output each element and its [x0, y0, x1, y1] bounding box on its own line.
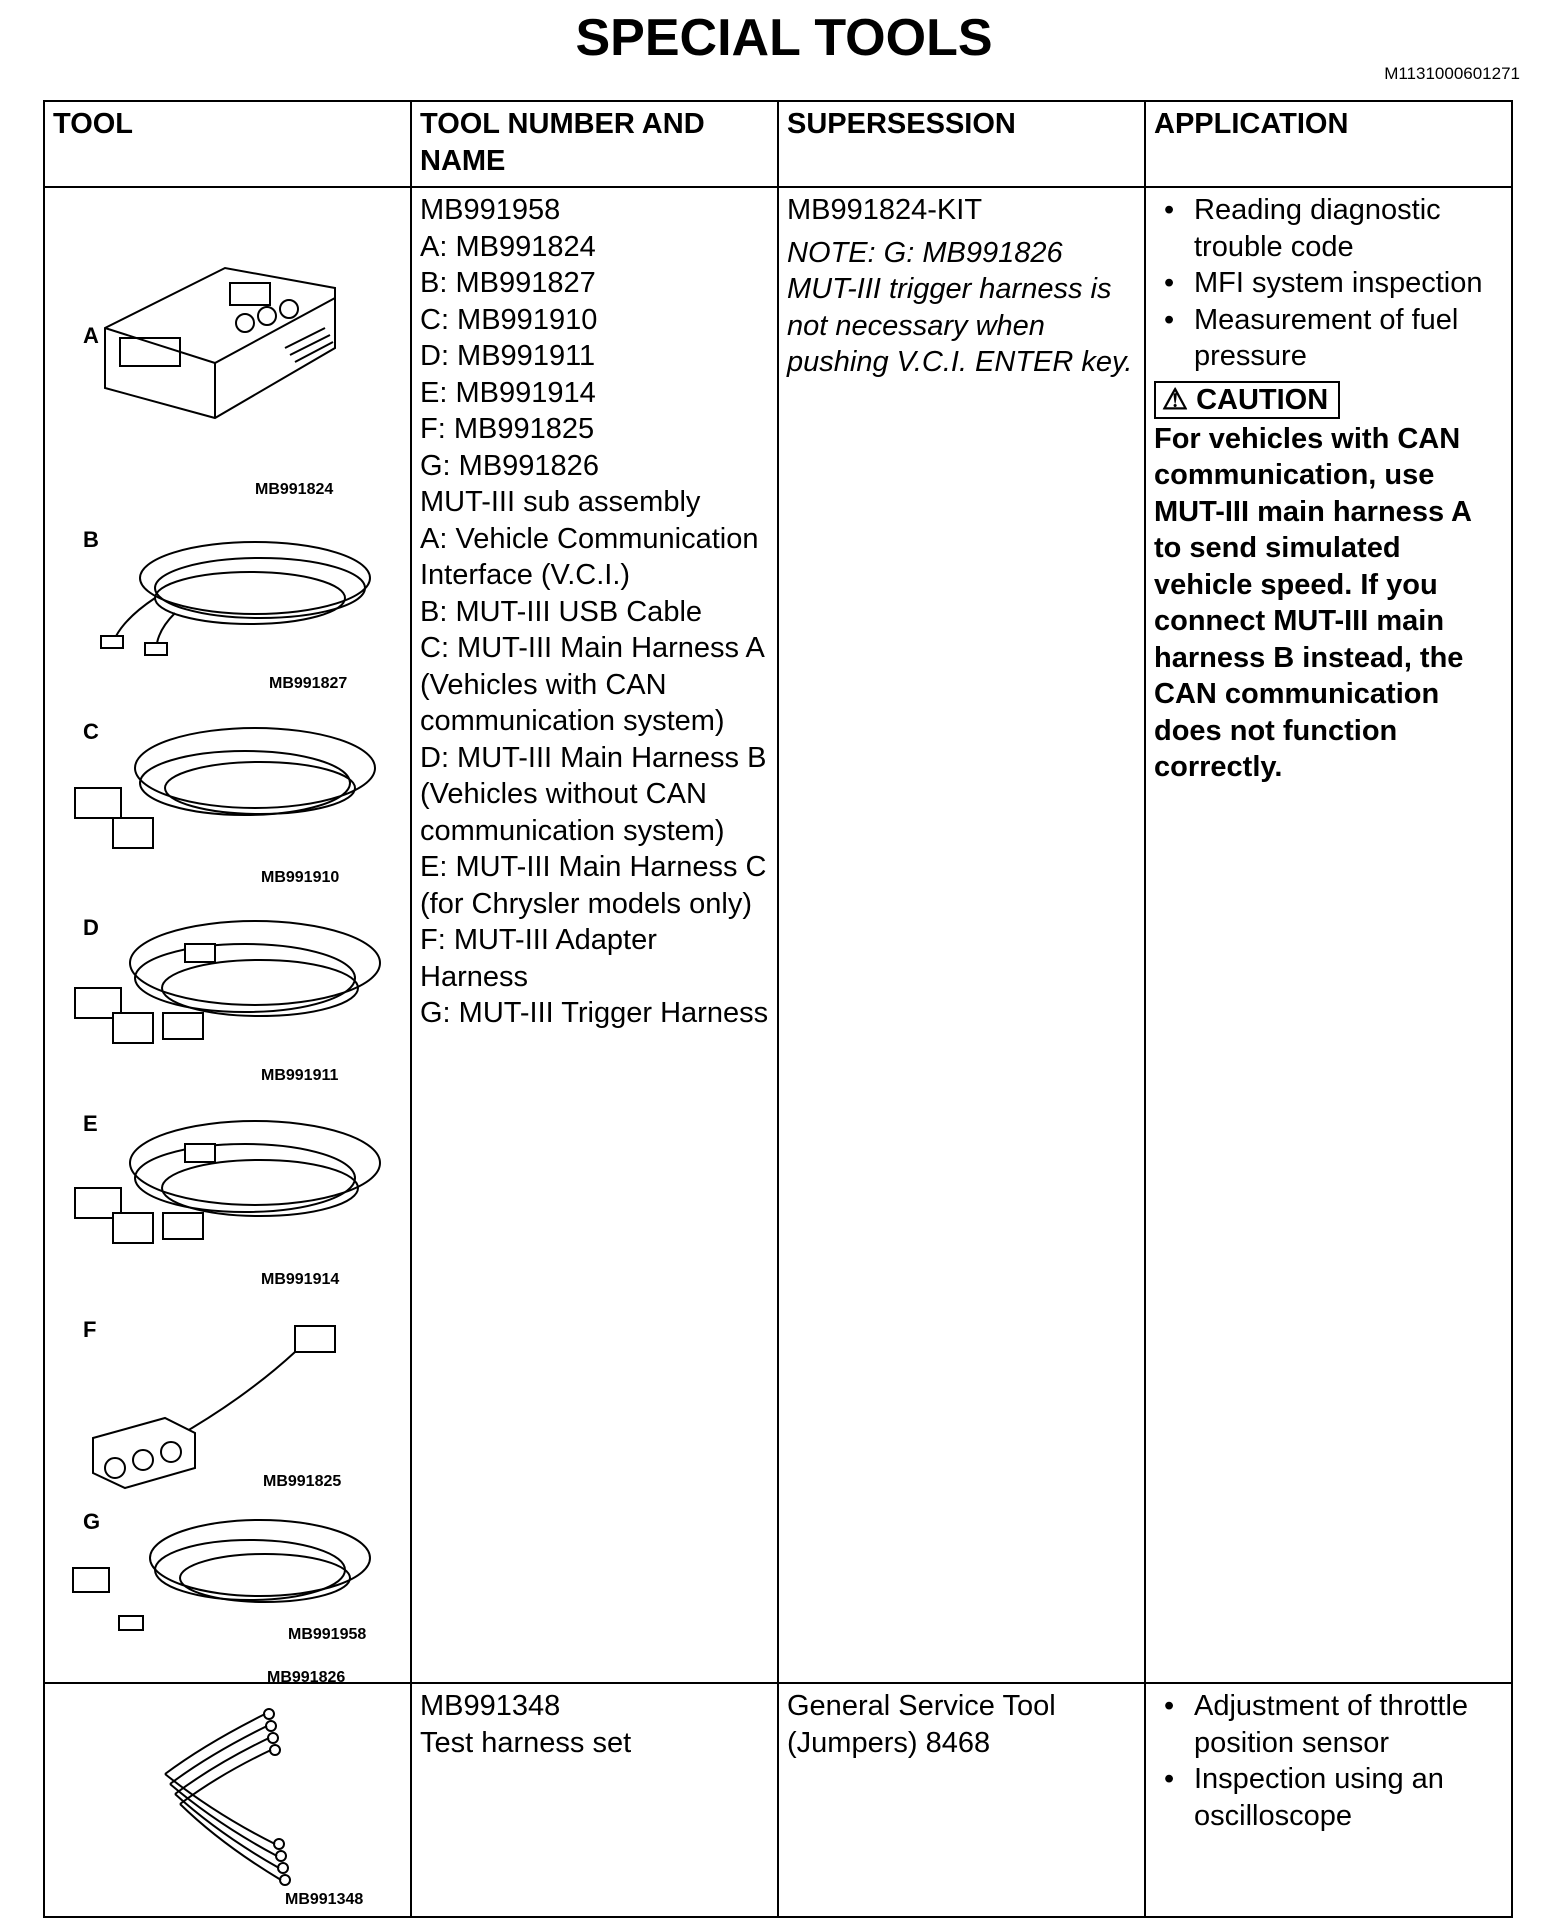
figure-letter: E: [83, 1111, 98, 1136]
tool-number-cell: [411, 187, 778, 1683]
application-item: • Reading diagnostic trouble code: [1194, 192, 1503, 265]
figure-code: MB991910: [261, 869, 340, 886]
tool-number-line: MB991958: [420, 194, 561, 226]
tool-illustrations: [45, 188, 409, 1682]
supersession-line: (Jumpers) 8468: [787, 1726, 991, 1759]
tool-figure-cell: [44, 1683, 411, 1917]
set-code-label: MB991958: [288, 1626, 367, 1643]
main-harness-icon: [75, 728, 375, 848]
test-harness-icon: [45, 1684, 409, 1914]
figure-letter: F: [83, 1317, 97, 1342]
warning-triangle-icon: ⚠: [1162, 383, 1188, 416]
application-item: • MFI system inspection: [1194, 265, 1503, 302]
figure-code: MB991348: [285, 1891, 364, 1908]
application-cell: [1145, 187, 1512, 1683]
application-list: [1154, 1688, 1503, 1834]
tool-name-line: A: Vehicle Communication Interface (V.C.I.): [420, 522, 759, 591]
document-id: M1131000601271: [1384, 64, 1520, 83]
application-list: [1154, 192, 1503, 375]
tool-number-line: A: MB991824: [420, 230, 596, 263]
trigger-harness-icon: [73, 1520, 370, 1630]
application-item: • Adjustment of throttle position sensor: [1194, 1688, 1503, 1761]
main-harness-icon: [75, 1121, 380, 1243]
page-title: SPECIAL TOOLS: [575, 9, 993, 67]
tool-number-line: D: MB991911: [420, 340, 596, 372]
figure-code: MB991825: [263, 1473, 342, 1490]
tool-name-line: MUT-III sub assembly: [420, 486, 701, 518]
header-tool-number: TOOL NUMBER AND NAME: [411, 101, 778, 187]
tool-figure-cell: [44, 187, 411, 1686]
header-supersession: SUPERSESSION: [778, 101, 1145, 187]
application-item: • Measurement of fuel pressure: [1194, 302, 1503, 375]
tool-number-line: B: MB991827: [420, 267, 596, 299]
figure-code: MB991911: [261, 1067, 339, 1084]
special-tools-table: [43, 100, 1513, 1918]
tool-name-line: G: MUT-III Trigger Harness: [420, 997, 769, 1029]
figure-code: MB991827: [269, 675, 348, 692]
tool-number-line: E: MB991914: [420, 376, 596, 409]
tool-number-line: G: MB991826: [420, 449, 599, 482]
table-header-row: [44, 101, 1512, 187]
main-harness-icon: [75, 921, 380, 1043]
tool-number-cell: [411, 1683, 778, 1917]
tool-name-line: B: MUT-III USB Cable: [420, 595, 703, 628]
table-row: [44, 1683, 1512, 1917]
header-application: APPLICATION: [1145, 101, 1512, 187]
table-row: [44, 187, 1512, 1683]
figure-code: MB991824: [255, 481, 334, 498]
figure-code: MB991826: [267, 1669, 346, 1686]
supersession-line: General Service Tool: [787, 1690, 1056, 1722]
figure-letter: G: [83, 1509, 101, 1534]
figure-letter: A: [83, 323, 99, 348]
tool-number-line: C: MB991910: [420, 303, 598, 336]
figure-code: MB991914: [261, 1271, 340, 1288]
vci-unit-icon: [105, 268, 335, 418]
tool-name-line: D: MUT-III Main Harness B (Vehicles without CAN communication system): [420, 741, 767, 847]
supersession-note: NOTE: G: MB991826 MUT-III trigger harness is not necessary when pushing V.C.I. ENTER key.: [787, 236, 1133, 378]
supersession-cell: [778, 1683, 1145, 1917]
application-cell: [1145, 1683, 1512, 1917]
supersession-cell: [778, 187, 1145, 1683]
tool-number-line: F: MB991825: [420, 413, 595, 445]
figure-letter: C: [83, 719, 99, 744]
tool-number-line: MB991348: [420, 1690, 561, 1722]
figure-letter: B: [83, 527, 99, 552]
application-item: • Inspection using an oscilloscope: [1194, 1761, 1503, 1834]
tool-name-line: F: MUT-III Adapter Harness: [420, 924, 657, 993]
header-tool: TOOL: [44, 101, 411, 187]
supersession-value: MB991824-KIT: [787, 194, 983, 226]
tool-name-line: E: MUT-III Main Harness C (for Chrysler models only): [420, 851, 767, 920]
tool-name-line: Test harness set: [420, 1726, 632, 1759]
caution-label-text: CAUTION: [1196, 383, 1329, 416]
caution-label: [1154, 381, 1340, 419]
figure-letter: D: [83, 915, 99, 940]
usb-cable-icon: [101, 542, 370, 655]
tool-name-line: C: MUT-III Main Harness A (Vehicles with CAN communication system): [420, 632, 764, 737]
caution-text: For vehicles with CAN communication, use MUT-III main harness A to send simulated vehicle speed. If you connect MUT-III main harness B instead, the CAN communication does not function correctly.: [1154, 422, 1471, 783]
